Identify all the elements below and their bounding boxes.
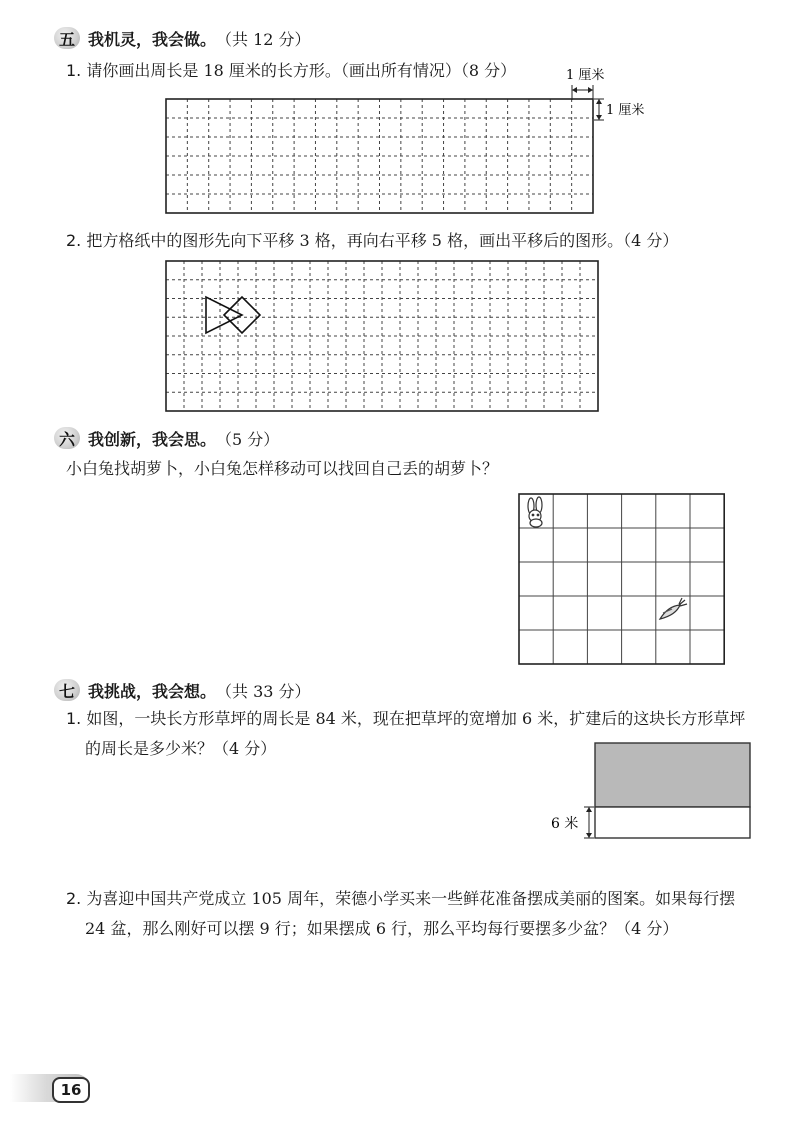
question-number: 2. — [66, 231, 82, 250]
section-6-badge: 六 — [54, 427, 80, 449]
section-6-header — [54, 424, 279, 452]
section-5-title: 我机灵，我会做。 — [88, 29, 217, 49]
s7-question-2-line-1 — [66, 884, 735, 914]
unit-markers — [572, 85, 604, 120]
question-number: 1. — [66, 709, 82, 728]
section-6-title: 我创新，我会思。 — [88, 429, 217, 449]
question-text: 如图，一块长方形草坪的周长是 84 米，现在把草坪的宽增加 6 米，扩建后的这块长方形草坪 — [86, 709, 746, 728]
question-text: 把方格纸中的图形先向下平移 3 格，再向右平移 5 格，画出平移后的图形。（4 分） — [86, 231, 679, 250]
s7-question-2-line-2: 24 盆，那么刚好可以摆 9 行；如果摆成 6 行，那么平均每行要摆多少盆？（4 分） — [85, 919, 679, 938]
section-7-title: 我挑战，我会想。 — [88, 681, 217, 701]
question-text: 为喜迎中国共产党成立 105 周年，荣德小学买来一些鲜花准备摆成美丽的图案。如果每行摆 — [86, 889, 736, 908]
lawn-extension — [595, 807, 750, 838]
rabbit-icon — [528, 497, 542, 527]
section-7-badge: 七 — [54, 679, 80, 701]
lawn-diagram — [584, 743, 750, 838]
grid-paper-2[interactable] — [166, 261, 598, 411]
rabbit-grid[interactable] — [519, 494, 724, 664]
question-number: 1. — [66, 61, 82, 80]
section-5-score: （共 12 分） — [216, 29, 311, 49]
width-increase-label: 6 米 — [551, 816, 579, 832]
translation-shape — [206, 297, 260, 333]
s6-question: 小白兔找胡萝卜，小白兔怎样移动可以找回自己丢的胡萝卜？ — [66, 459, 499, 478]
unit-label-h: 1 厘米 — [566, 68, 605, 83]
grid-paper-1[interactable] — [166, 99, 593, 213]
s7-question-1-line-2: 的周长是多少米？（4 分） — [85, 739, 277, 758]
question-number: 2. — [66, 889, 82, 908]
s7-question-1-line-1 — [66, 704, 745, 734]
s5-question-2 — [66, 226, 678, 256]
unit-label-v: 1 厘米 — [606, 103, 645, 118]
section-5-badge: 五 — [54, 27, 80, 49]
section-7-score: （共 33 分） — [216, 681, 311, 701]
carrot-icon — [660, 598, 687, 619]
section-6-score: （5 分） — [216, 429, 280, 449]
section-7-header — [54, 676, 311, 704]
page-number: 16 — [52, 1077, 90, 1103]
question-text: 请你画出周长是 18 厘米的长方形。（画出所有情况）（8 分） — [86, 61, 517, 80]
lawn-original — [595, 743, 750, 807]
